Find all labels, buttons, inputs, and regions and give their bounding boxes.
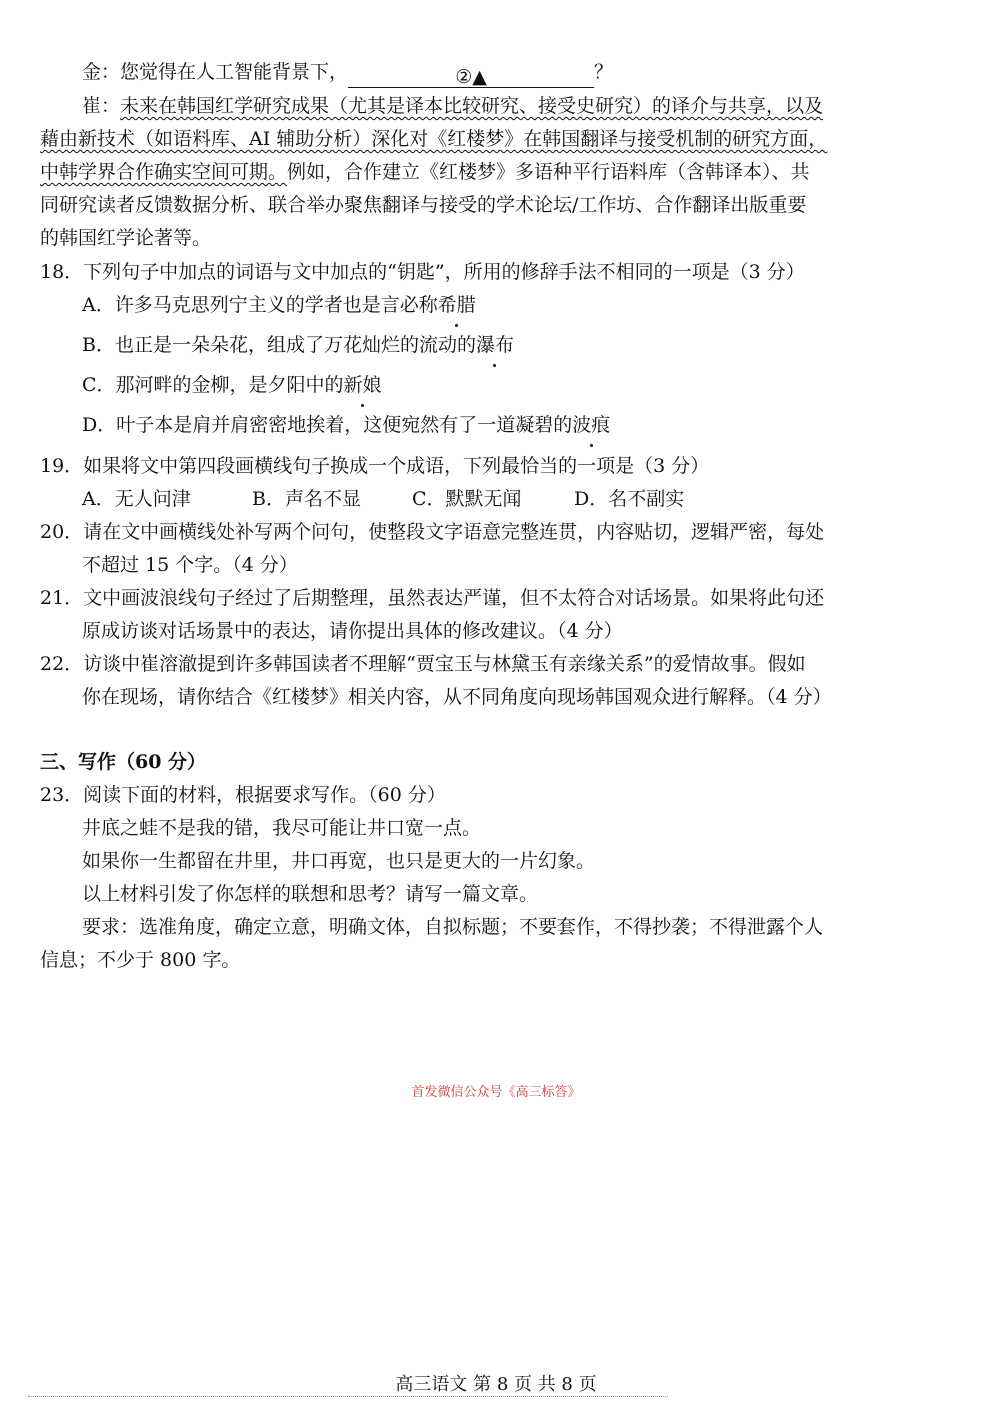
q18-option-b xyxy=(82,329,514,361)
cui-answer-line-5: 的韩国红学论著等。 xyxy=(40,227,212,249)
footer-divider xyxy=(28,1396,668,1397)
promo-watermark-text: 首发微信公众号《高三标答》 xyxy=(411,1085,581,1100)
cui-answer-line-3-rest: 例如，合作建立《红楼梦》多语种平行语料库（含韩译本）、共 xyxy=(287,161,810,183)
page-footer: 高三语文 第 8 页 共 8 页 xyxy=(395,1374,597,1395)
wavy-sentence-part-1: 未来在韩国红学研究成果（尤其是译本比较研究、接受史研究）的译介与共享，以及 xyxy=(120,95,824,117)
q18-option-a-text: A．许多马克思列宁主义的学者也是言必称 xyxy=(82,294,438,316)
q19-options xyxy=(82,483,684,515)
writing-requirements-1: 要求：选准角度，确定立意，明确文体，自拟标题；不要套作，不得抄袭；不得泄露个人 xyxy=(82,916,824,938)
q23-stem: 23．阅读下面的材料，根据要求写作。（60 分） xyxy=(40,784,446,806)
q21-line-2: 原成访谈对话场景中的表达，请你提出具体的修改建议。（4 分） xyxy=(82,620,623,642)
speaker-jin: 金： xyxy=(82,61,121,83)
q18-option-c-dotted: 新娘 xyxy=(344,369,382,401)
material-line-1: 井底之蛙不是我的错，我尽可能让井口宽一点。 xyxy=(82,817,482,839)
section-heading-writing: 三、写作（60 分） xyxy=(40,751,207,773)
q18-option-d-text: D．叶子本是肩并肩密密地挨着，这便宛然有了一道凝碧的 xyxy=(82,414,573,436)
speaker-cui: 崔： xyxy=(82,95,121,117)
q21-line-1: 21．文中画波浪线句子经过了后期整理，虽然表达严谨，但不太符合对话场景。如果将此句还 xyxy=(40,587,825,609)
q19-option-c: C．默默无闻 xyxy=(412,488,522,510)
q19-option-a: A．无人问津 xyxy=(82,488,191,510)
q18-stem: 18．下列句子中加点的词语与文中加点的“钥匙”，所用的修辞手法不相同的一项是（3 分） xyxy=(40,261,805,283)
q20-line-1: 20．请在文中画横线处补写两个问句，使整段文字语意完整连贯，内容贴切，逻辑严密，每处 xyxy=(40,521,825,543)
jin-question-line xyxy=(82,56,613,88)
wavy-sentence-part-2: 藉由新技术（如语料库、AI 辅助分析）深化对《红楼梦》在韩国翻译与接受机制的研究方面， xyxy=(40,128,828,150)
q19-stem: 19．如果将文中第四段画横线句子换成一个成语，下列最恰当的一项是（3 分） xyxy=(40,455,710,477)
q18-option-d-dotted: 波痕 xyxy=(572,409,610,441)
q19-option-b: B．声名不显 xyxy=(252,488,361,510)
wavy-sentence-part-3: 中韩学界合作确实空间可期。 xyxy=(40,161,288,183)
cui-answer-line-2 xyxy=(40,123,827,155)
cui-answer-line-1 xyxy=(82,90,823,122)
cui-answer-line-3 xyxy=(40,156,810,188)
q18-option-a xyxy=(82,289,476,321)
writing-prompt: 以上材料引发了你怎样的联想和思考？请写一篇文章。 xyxy=(82,883,539,905)
q19-option-d: D．名不副实 xyxy=(574,488,685,510)
jin-question-end: ？ xyxy=(594,61,614,83)
cui-answer-line-4: 同研究读者反馈数据分析、联合举办聚焦翻译与接受的学术论坛/工作坊、合作翻译出版重要 xyxy=(40,194,807,216)
jin-question-text: 您觉得在人工智能背景下， xyxy=(120,61,349,83)
q18-option-c xyxy=(82,369,382,401)
writing-requirements-2: 信息；不少于 800 字。 xyxy=(40,949,241,971)
q18-option-b-text: B．也正是一朵朵花，组成了万花灿烂的流动的 xyxy=(82,334,476,356)
material-line-2: 如果你一生都留在井里，井口再宽，也只是更大的一片幻象。 xyxy=(82,850,596,872)
q18-option-b-dotted: 瀑布 xyxy=(476,329,514,361)
q22-line-2: 你在现场，请你结合《红楼梦》相关内容，从不同角度向现场韩国观众进行解释。（4 分） xyxy=(82,686,832,708)
q18-option-a-dotted: 希腊 xyxy=(438,289,476,321)
q22-line-1: 22．访谈中崔溶澈提到许多韩国读者不理解“贾宝玉与林黛玉有亲缘关系”的爱情故事。假如 xyxy=(40,653,806,675)
q20-line-2: 不超过 15 个字。（4 分） xyxy=(82,554,298,576)
answer-blank-2: ②▲ xyxy=(348,61,594,88)
q18-option-d xyxy=(82,409,610,441)
q18-option-c-text: C．那河畔的金柳，是夕阳中的 xyxy=(82,374,344,396)
